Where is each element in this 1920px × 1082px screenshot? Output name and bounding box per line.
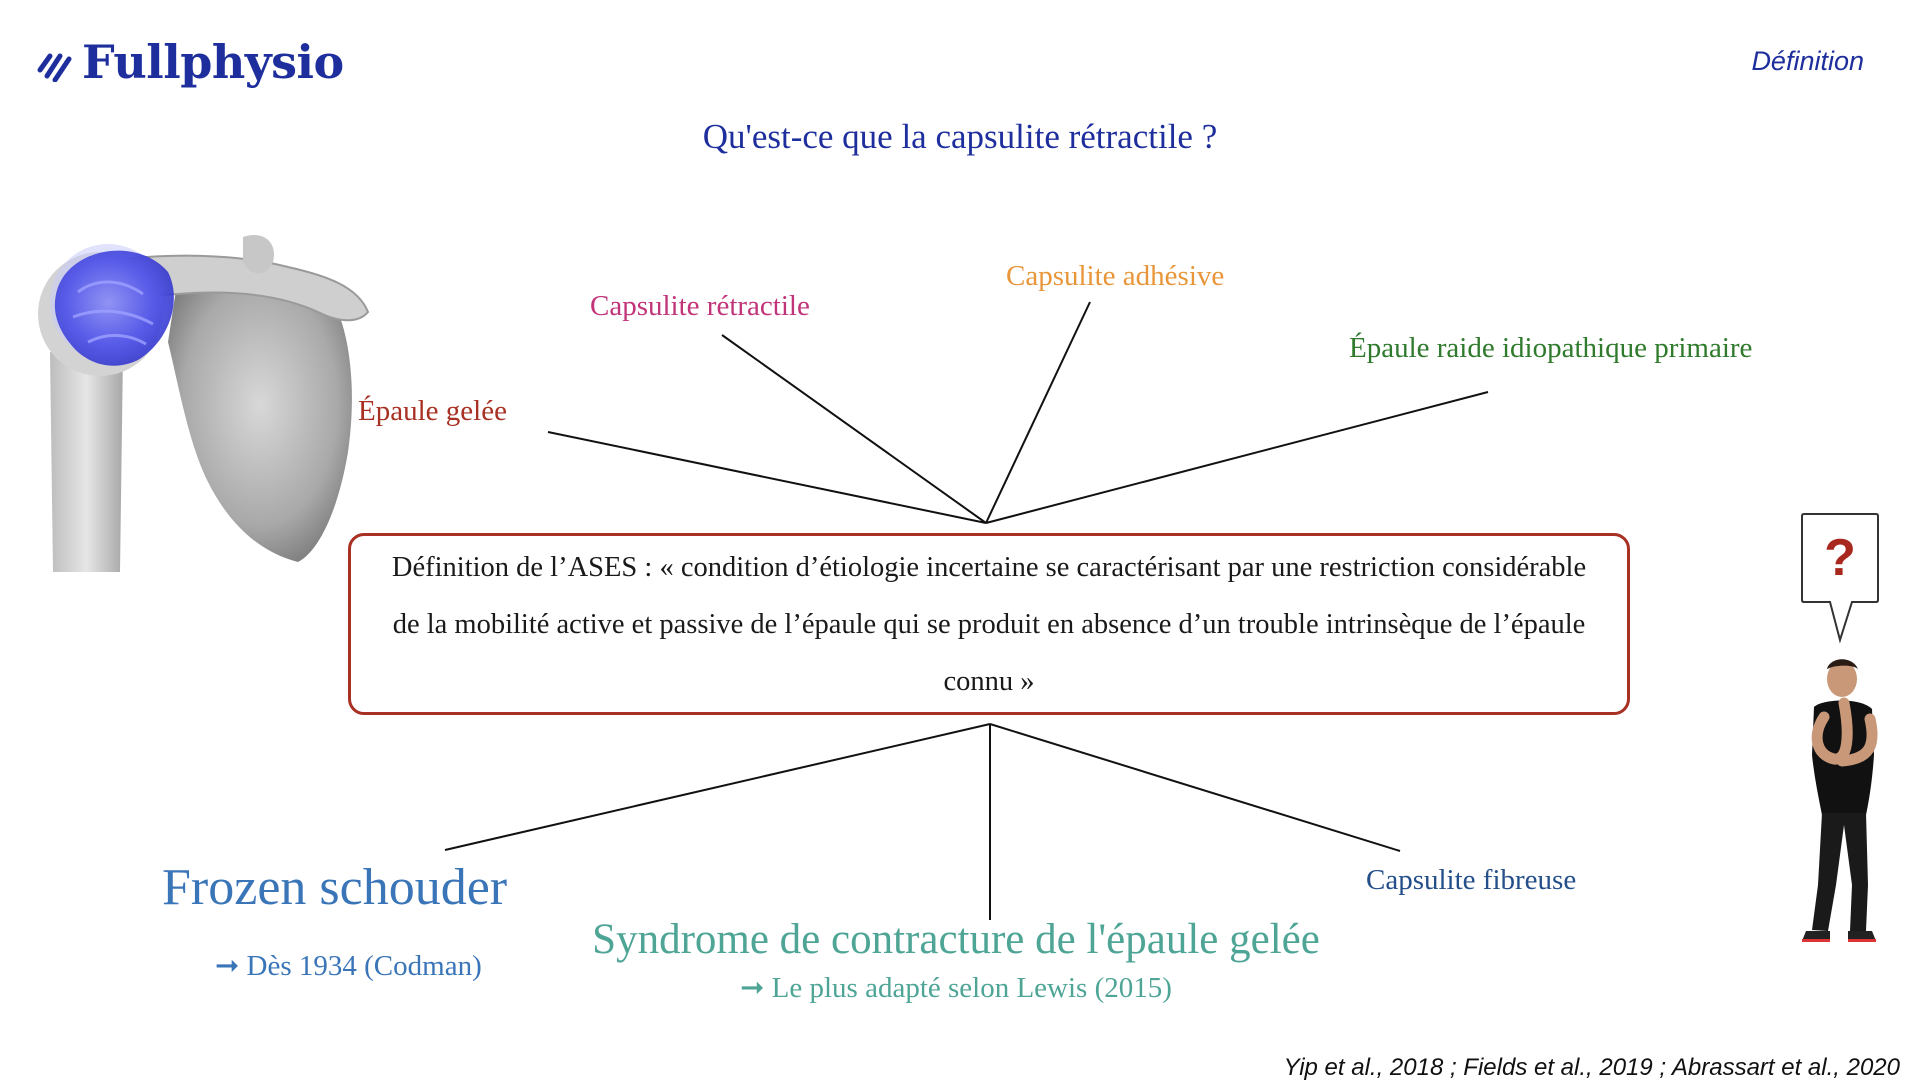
section-label: Définition bbox=[1751, 46, 1864, 76]
term-frozen-schouder: Frozen schouder bbox=[162, 859, 508, 916]
line-to-capsulite-adhesive bbox=[986, 302, 1090, 523]
synonym-capsulite-adhesive: Capsulite adhésive bbox=[1006, 260, 1225, 292]
references: Yip et al., 2018 ; Fields et al., 2019 ; Abrassart et al., 2020 bbox=[1283, 1054, 1900, 1081]
synonym-epaule-raide-idiopathique: Épaule raide idiopathique primaire bbox=[1349, 332, 1753, 364]
line-to-epaule-raide bbox=[986, 392, 1488, 523]
note-codman: ➞ Dès 1934 (Codman) bbox=[215, 950, 482, 982]
line-to-epaule-gelee bbox=[548, 432, 986, 523]
line-to-capsulite-fibreuse bbox=[990, 724, 1400, 851]
definition-box bbox=[348, 533, 1630, 715]
brand-logo bbox=[36, 30, 344, 94]
slash-stripes-icon bbox=[36, 42, 72, 82]
definition-text: Définition de l’ASES : « condition d’étiologie incertaine se caractérisant par une restriction considérable de la mobilité active et passive de l’épaule qui se produit en absence d’un trouble intrinsèque de l’épaule connu » bbox=[391, 551, 1587, 697]
note-lewis: ➞ Le plus adapté selon Lewis (2015) bbox=[740, 972, 1172, 1004]
synonym-capsulite-retractile: Capsulite rétractile bbox=[590, 290, 810, 322]
question-mark: ? bbox=[1824, 529, 1856, 587]
synonym-epaule-gelee: Épaule gelée bbox=[358, 395, 507, 427]
term-capsulite-fibreuse: Capsulite fibreuse bbox=[1366, 864, 1577, 896]
line-to-frozen-schouder bbox=[445, 724, 990, 850]
term-syndrome-contracture: Syndrome de contracture de l'épaule gelée bbox=[592, 916, 1320, 963]
brand-name: Fullphysio bbox=[82, 35, 344, 89]
thinking-person-illustration bbox=[1782, 655, 1892, 955]
page-title: Qu'est-ce que la capsulite rétractile ? bbox=[702, 117, 1218, 156]
